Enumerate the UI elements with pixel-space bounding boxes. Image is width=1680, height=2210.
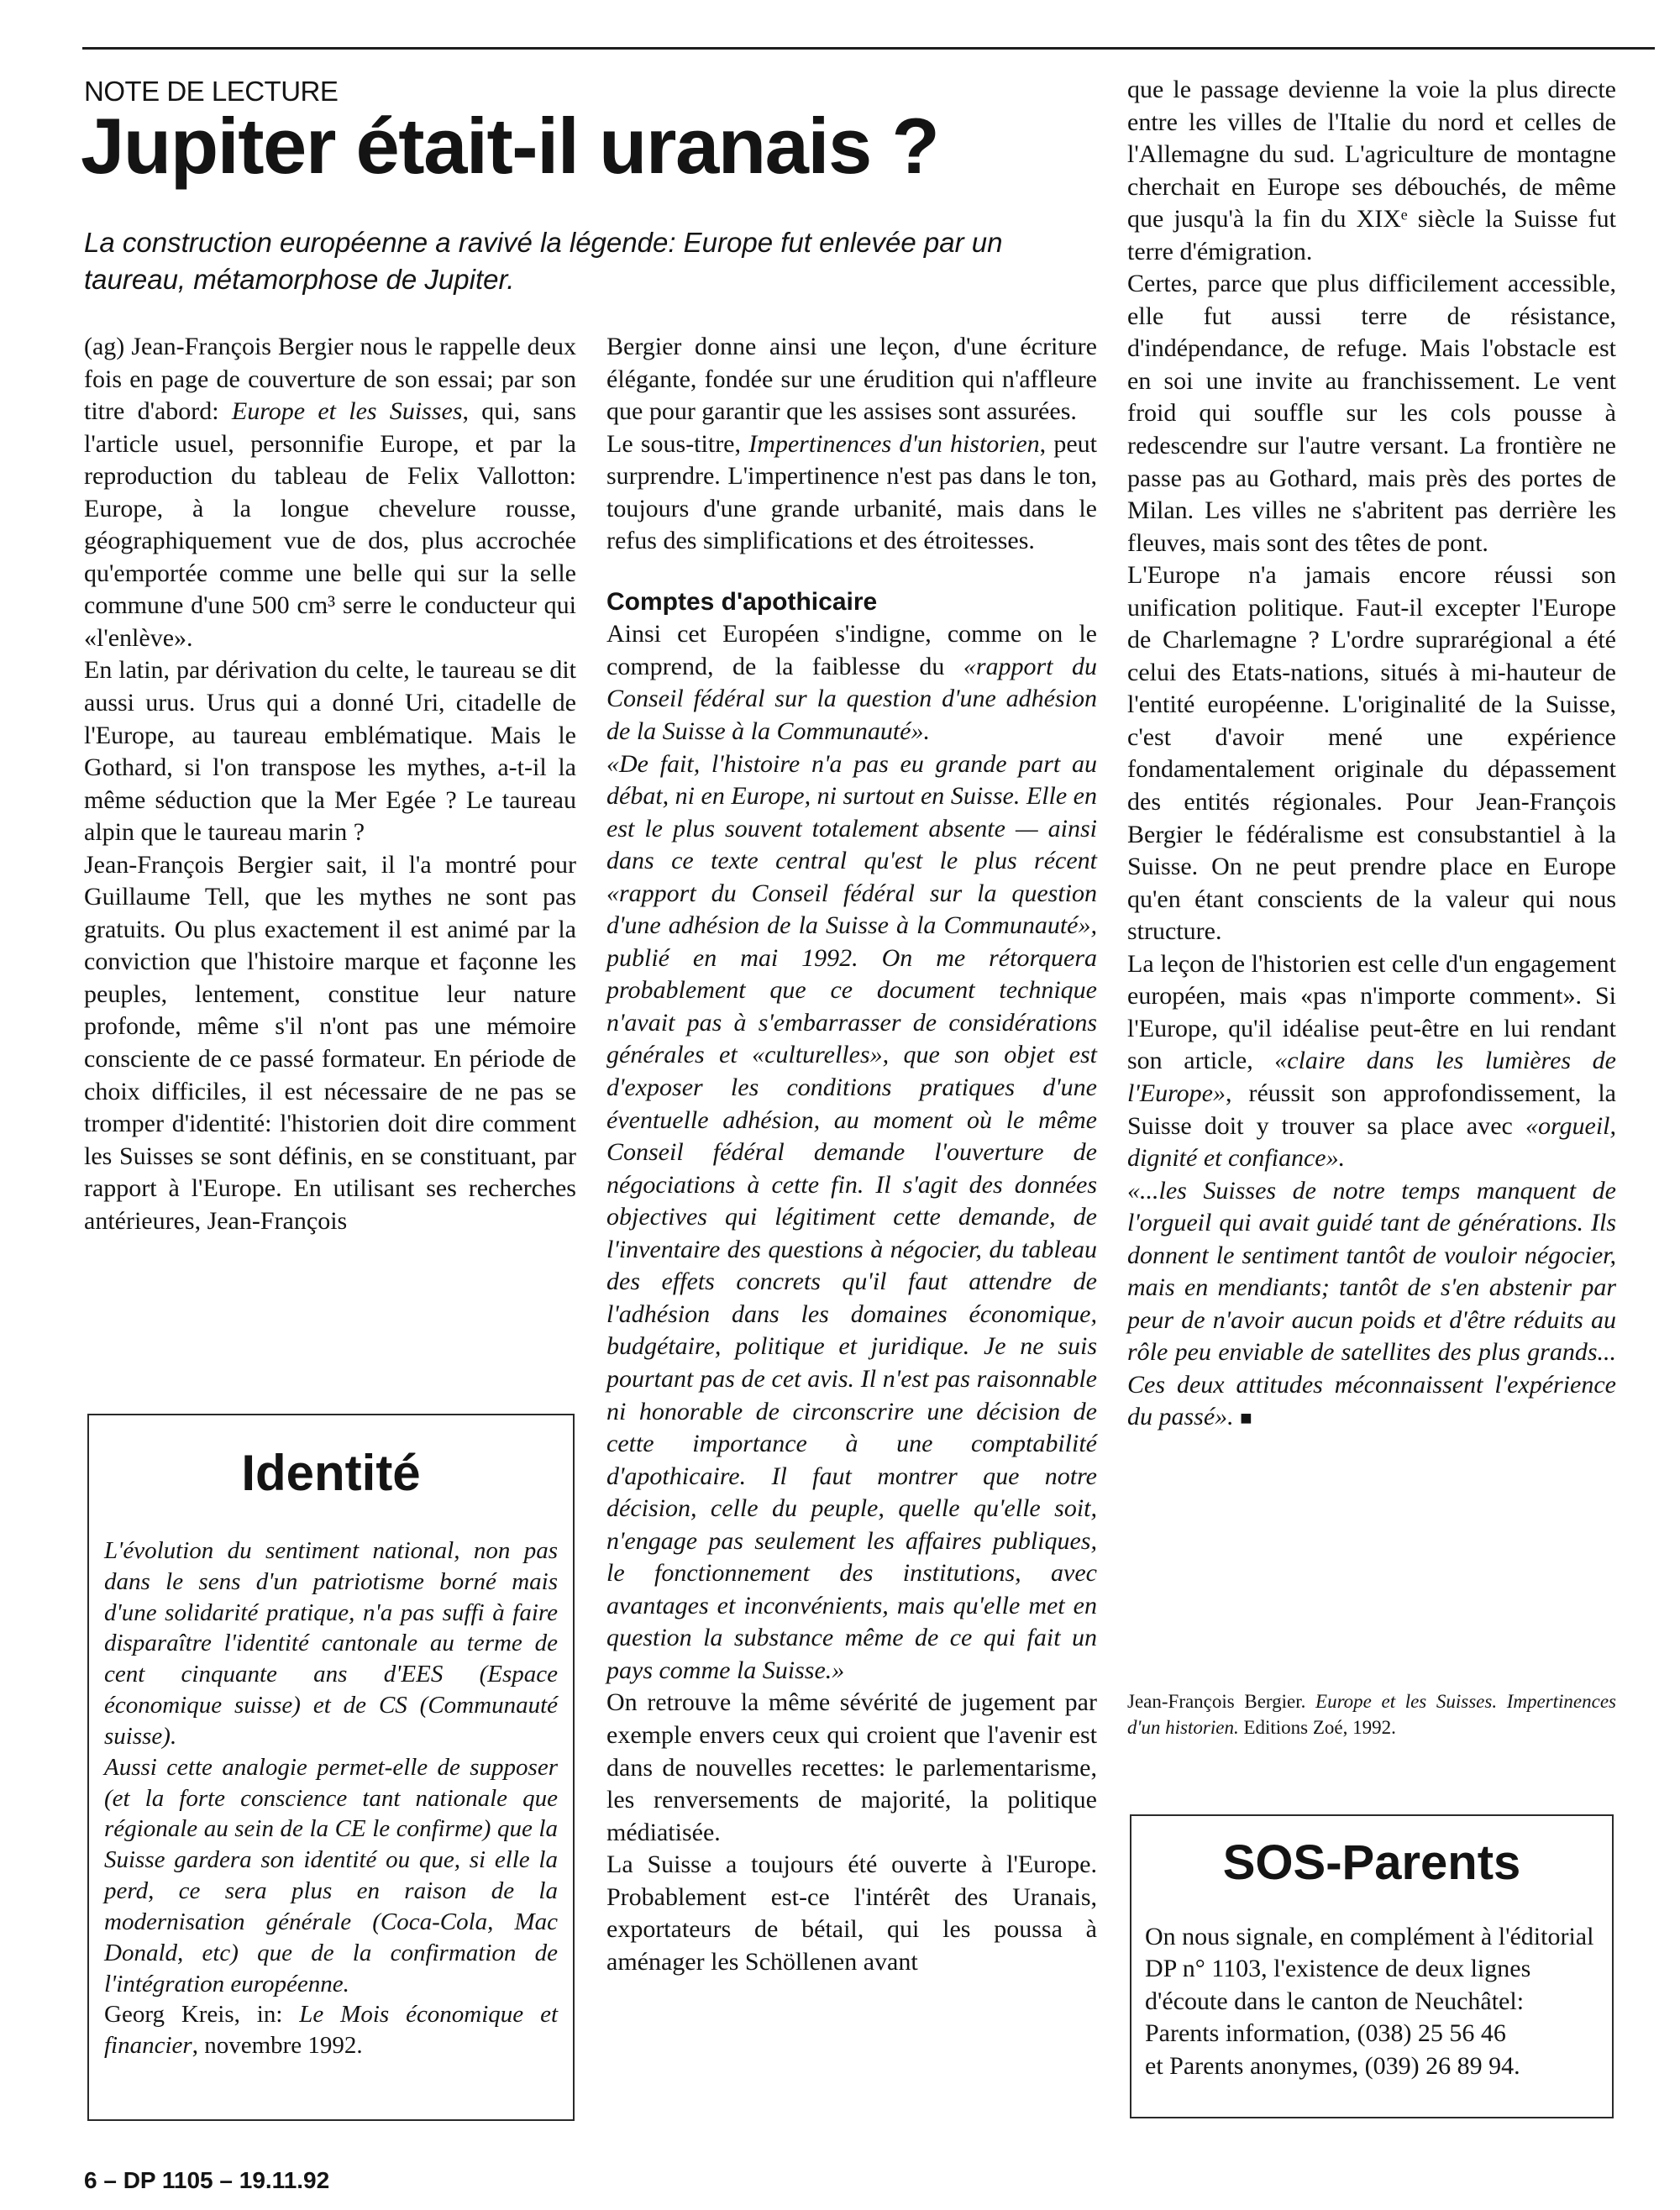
sidebar-title: SOS-Parents bbox=[1222, 1835, 1521, 1890]
column-3 bbox=[1127, 74, 1616, 1434]
top-rule bbox=[82, 47, 1655, 50]
book-credit: Jean-François Bergier. Europe et les Suisses. Impertinences d'un historien. Editions Zoé, 1992. bbox=[1127, 1691, 1616, 1739]
paragraph: En latin, par dérivation du celte, le taureau se dit aussi urus. Urus qui a donné Uri, citadelle de l'Europe, au taureau emblématique. Mais le Gothard, si l'on transpose les mythes, a-t-il la même séduction que la Mer Egée ? Le taureau alpin que le taureau marin ? bbox=[84, 656, 576, 847]
section-kicker: NOTE DE LECTURE bbox=[84, 76, 339, 107]
page-folio: 6 – DP 1105 – 19.11.92 bbox=[84, 2167, 330, 2193]
paragraph: On retrouve la même sévérité de jugement par exemple envers ceux qui croient que l'avenir est dans de nouvelles recettes: le parlementarisme, les renversements de majorité, la politique médiatisée. bbox=[606, 1688, 1097, 1846]
paragraph: que le passage devienne la voie la plus directe entre les villes de l'Italie du nord et celles de l'Allemagne du sud. L'agriculture de montagne cherchait en Europe ses débouchés, de même que jusqu'à la fin du XIXᵉ siècle la Suisse fut terre d'émigration. bbox=[1127, 76, 1616, 265]
end-square-icon: ■ bbox=[1240, 1408, 1252, 1430]
sidebar-body: L'évolution du sentiment national, non pas dans le sens d'un patriotisme borné mais d'une solidarité pratique, n'a pas suffi à faire disparaître l'identité cantonale au terme de cent cinquante ans d'EES (Espace économique suisse) et de CS (Communauté suisse). Aussi cette analogie permet-elle de supposer (et la forte conscience tant nationale que régionale au sein de la CE le confirme) que la Suisse gardera son identité ou que, si elle la perd, ce sera plus en raison de la modernisation générale (Coca-Cola, Mac Donald, etc) que de la confirmation de l'intégration européenne. Georg Kreis, in: Le Mois économique et financier, novembre 1992. bbox=[104, 1535, 558, 2061]
sidebar-identite bbox=[87, 1414, 575, 2121]
paragraph: La leçon de l'historien est celle d'un engagement européen, mais «pas n'importe comment». Si l'Europe, qu'il idéalise peut-être en lui rendant son article, «claire dans les lumières de l'Europe», réussit son approfondissement, la Suisse doit y trouver sa place avec «orgueil, dignité et confiance». bbox=[1127, 949, 1616, 1173]
paragraph: Bergier donne ainsi une leçon, d'une écriture élégante, fondée sur une érudition qui n'affleure que pour garantir que les assises sont assurées. bbox=[606, 333, 1097, 426]
article-lede: La construction européenne a ravivé la légende: Europe fut enlevée par un taureau, métamorphose de Jupiter. bbox=[84, 227, 1003, 295]
sidebar-source: Georg Kreis, in: Le Mois économique et financier, novembre 1992. bbox=[104, 2001, 558, 2060]
quote: «De fait, l'histoire n'a pas eu grande part au débat, ni en Europe, ni surtout en Suisse. Elle en est le plus souvent totalement absente — ainsi dans ce texte central qu'est le plus récent «rapport du Conseil fédéral sur la question d'une adhésion de la Suisse à la Communauté», publié en mai 1992. On me rétorquera probablement que ce document technique n'avait pas à s'embarrasser de considérations générales et «culturelles», que son objet est d'exposer les conditions pratiques d'une éventuelle adhésion, au moment où le même Conseil fédéral demande l'ouverture de négociations à cette fin. Il s'agit des données objectives qui légitiment cette demande, de l'inventaire des questions à négocier, du tableau des effets concrets qu'il faut attendre de l'adhésion dans les domaines économique, budgétaire, politique et juridique. Je ne suis pourtant pas de cet avis. Il n'est pas raisonnable ni honorable de circonscrire une décision de cette importance à une comptabilité d'apothicaire. Il faut montrer que notre décision, celle du peuple, quelle qu'elle soit, n'engage pas seulement les affaires publiques, le fonctionnement des institutions, avec avantages et inconvénients, mais qu'elle met en question la substance même de ce qui fait un pays comme la Suisse.» bbox=[606, 749, 1097, 1684]
quote: «...les Suisses de notre temps manquent de l'orgueil qui avait guidé tant de générations. Ils donnent le sentiment tantôt de vouloir négocier, mais en mendiants; tantôt de s'en abstenir par peur de n'avoir aucun poids et d'être réduits au rôle peu enviable de satellites des plus grands... Ces deux attitudes méconnaissent l'expérience du passé». ■ bbox=[1127, 1176, 1616, 1431]
subheading: Comptes d'apothicaire bbox=[606, 587, 878, 616]
paragraph: Le sous-titre, Impertinences d'un historien, peut surprendre. L'impertinence n'est pas dans le ton, toujours d'une grande urbanité, mais dans le refus des simplifications et des étroitesses. bbox=[606, 429, 1097, 555]
column-2 bbox=[606, 331, 1097, 1978]
paragraph: Ainsi cet Européen s'indigne, comme on le comprend, de la faiblesse du «rapport du Conseil fédéral sur la question d'une adhésion de la Suisse à la Communauté». bbox=[606, 620, 1097, 746]
paragraph: La Suisse a toujours été ouverte à l'Europe. Probablement est-ce l'intérêt des Uranais, exportateurs de bétail, qui les poussa à aménager les Schöllenen avant bbox=[606, 1850, 1097, 1976]
paragraph: Jean-François Bergier sait, il l'a montré pour Guillaume Tell, que les mythes ne sont pas gratuits. Ou plus exactement il est animé par la conviction que l'histoire marque et façonne les peuples, lentement, constitue leur nature profonde, même s'il n'ont pas une mémoire consciente de ce passé formateur. En période de choix difficiles, il est nécessaire de ne pas se tromper d'identité: l'historien doit dire comment les Suisses se sont définis, en se constituant, par rapport à l'Europe. En utilisant ses recherches antérieures, Jean-François bbox=[84, 850, 576, 1235]
sidebar-body: On nous signale, en complément à l'éditorial DP n° 1103, l'existence de deux lignes d'écoute dans le canton de Neuchâtel: Parents information, (038) 25 56 46 et Parents anonymes, (039) 26 89 94. bbox=[1145, 1921, 1599, 2082]
column-1 bbox=[84, 331, 576, 1237]
sidebar-title: Identité bbox=[241, 1445, 421, 1501]
paragraph: L'Europe n'a jamais encore réussi son unification politique. Faut-il excepter l'Europe de Charlemagne ? L'ordre suprarégional a été celui des Etats-nations, situés à mi-hauteur de l'entité européenne. L'originalité de la Suisse, c'est d'avoir mené une expérience fondamentalement originale du dépassement des entités régionales. Pour Jean-François Bergier le fédéralisme est consubstantiel à la Suisse. On ne peut prendre place en Europe qu'en étant conscients de la valeur qui nous structure. bbox=[1127, 561, 1616, 946]
sidebar-sos-parents bbox=[1130, 1814, 1614, 2118]
paragraph: Certes, parce que plus difficilement accessible, elle fut aussi terre de résistance, d'indépendance, de refuge. Mais l'obstacle est en soi une invite au franchissement. Le vent froid qui souffle sur les cols pousse à redescendre sur l'autre versant. La frontière ne passe pas au Gothard, mais près des portes de Milan. Les villes ne s'abritent pas derrière les fleuves, mais sont des têtes de pont. bbox=[1127, 270, 1616, 557]
article-title: Jupiter était-il uranais ? bbox=[81, 102, 939, 190]
phone-line: Parents information, (038) 25 56 46 bbox=[1145, 2019, 1506, 2048]
paragraph: (ag) Jean-François Bergier nous le rappelle deux fois en page de couverture de son essai; par son titre d'abord: Europe et les Suisses, qui, sans l'article usuel, personnifie Europe, et par la reproduction du tableau de Felix Vallotton: Europe, à la longue chevelure rousse, géographiquement vue de dos, plus accrochée qu'emportée comme une belle qui sur la selle commune d'une 500 cm³ serre le conducteur qui «l'enlève». bbox=[84, 333, 577, 652]
phone-line: et Parents anonymes, (039) 26 89 94. bbox=[1145, 2051, 1520, 2080]
